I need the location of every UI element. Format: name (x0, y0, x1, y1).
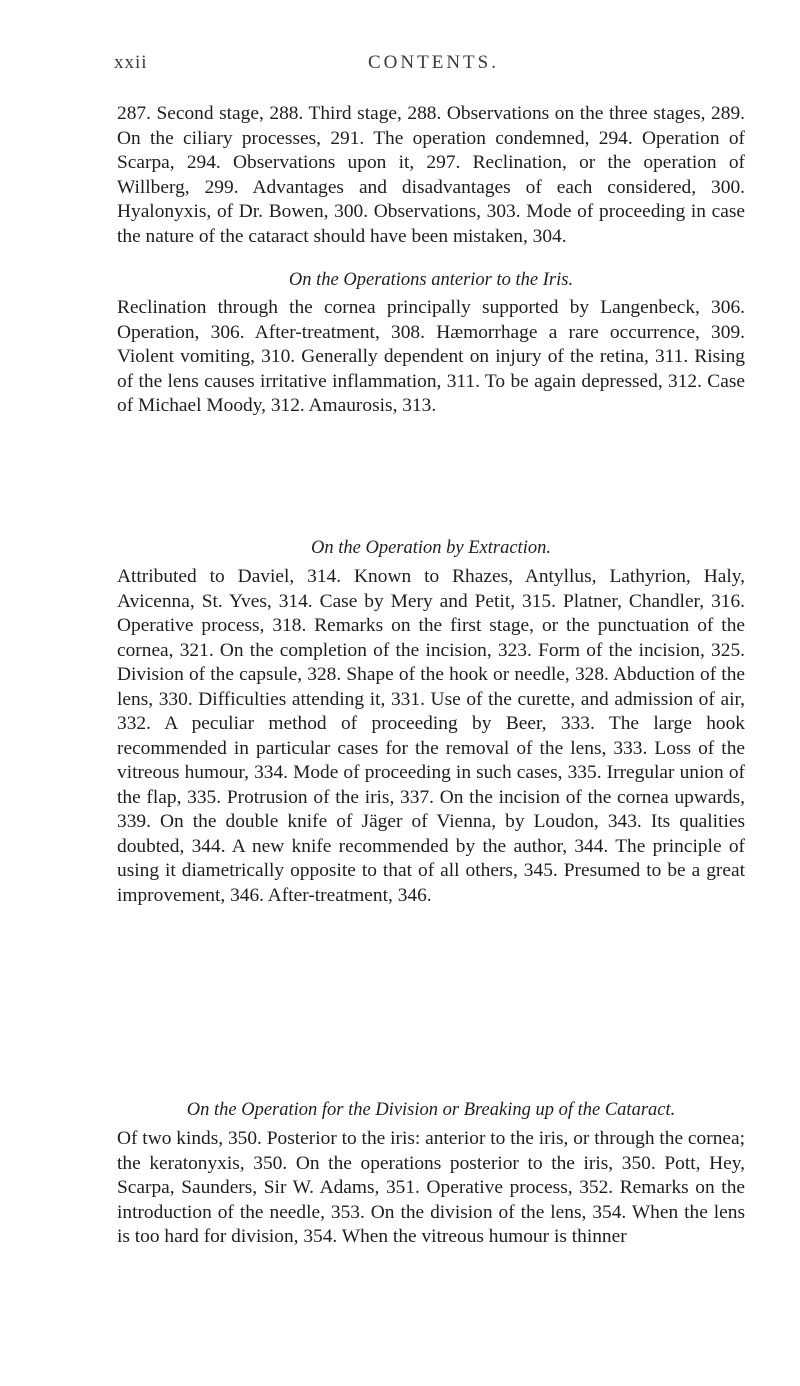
contents-paragraph: 287. Second stage, 288. Third stage, 288. Observations on the three stages, 289. On the ciliary processes, 291. The operation condemned, 294. Operation of Scarpa, 294. Observations upon it, 297. Reclination, or the operation of Willberg, 299. Advantages and disadvantages of each considered, 300. Hyalonyxis, of Dr. Bowen, 300. Observations, 303. Mode of proceeding in case the nature of the cataract should have been mistaken, 304. (117, 103, 745, 247)
section-heading: On the Operation by Extraction. (311, 538, 551, 558)
section-heading: On the Operations anterior to the Iris. (288, 270, 574, 290)
section-heading: On the Operation for the Division or Breaking up of the Cataract. (186, 1100, 676, 1120)
running-title: CONTENTS. (368, 52, 499, 73)
page-number: xxii (114, 52, 148, 73)
contents-paragraph: Attributed to Daviel, 314. Known to Rhazes, Antyllus, Lathyrion, Haly, Avicenna, St. Yves, 314. Case by Mery and Petit, 315. Platner, Chandler, 316. Operative process, 318. Remarks on the first stage, or the punctuation of the cornea, 321. On the completion of the incision, 323. Form of the incision, 325. Division of the capsule, 328. Shape of the hook or needle, 328. Abduction of the lens, 330. Difficulties attending it, 331. Use of the curette, and admission of air, 332. A peculiar method of proceeding by Beer, 333. The large hook recommended in particular cases for the removal of the lens, 333. Loss of the vitreous humour, 334. Mode of proceeding in such cases, 335. Irregular union of the flap, 335. Protrusion of the iris, 337. On the incision of the cornea upwards, 339. On the double knife of Jäger of Vienna, by Loudon, 343. Its qualities doubted, 344. A new knife recommended by the author, 344. The principle of using it diametrically opposite to that of all others, 345. Presumed to be a great improvement, 346. After-treatment, 346. (117, 566, 745, 906)
contents-paragraph: Of two kinds, 350. Posterior to the iris: anterior to the iris, or through the cornea; the keratonyxis, 350. On the operations posterior to the iris, 350. Pott, Hey, Scarpa, Saunders, Sir W. Adams, 351. Operative process, 352. Remarks on the introduction of the needle, 353. On the division of the lens, 354. When the lens is too hard for division, 354. When the vitreous humour is thinner (117, 1128, 745, 1247)
contents-paragraph: Reclination through the cornea principally supported by Langenbeck, 306. Operation, 306. After-treatment, 308. Hæmorrhage a rare occurrence, 309. Violent vomiting, 310. Generally dependent on injury of the retina, 311. Rising of the lens causes irritative inflammation, 311. To be again depressed, 312. Case of Michael Moody, 312. Amaurosis, 313. (117, 297, 745, 416)
running-head (0, 52, 800, 82)
